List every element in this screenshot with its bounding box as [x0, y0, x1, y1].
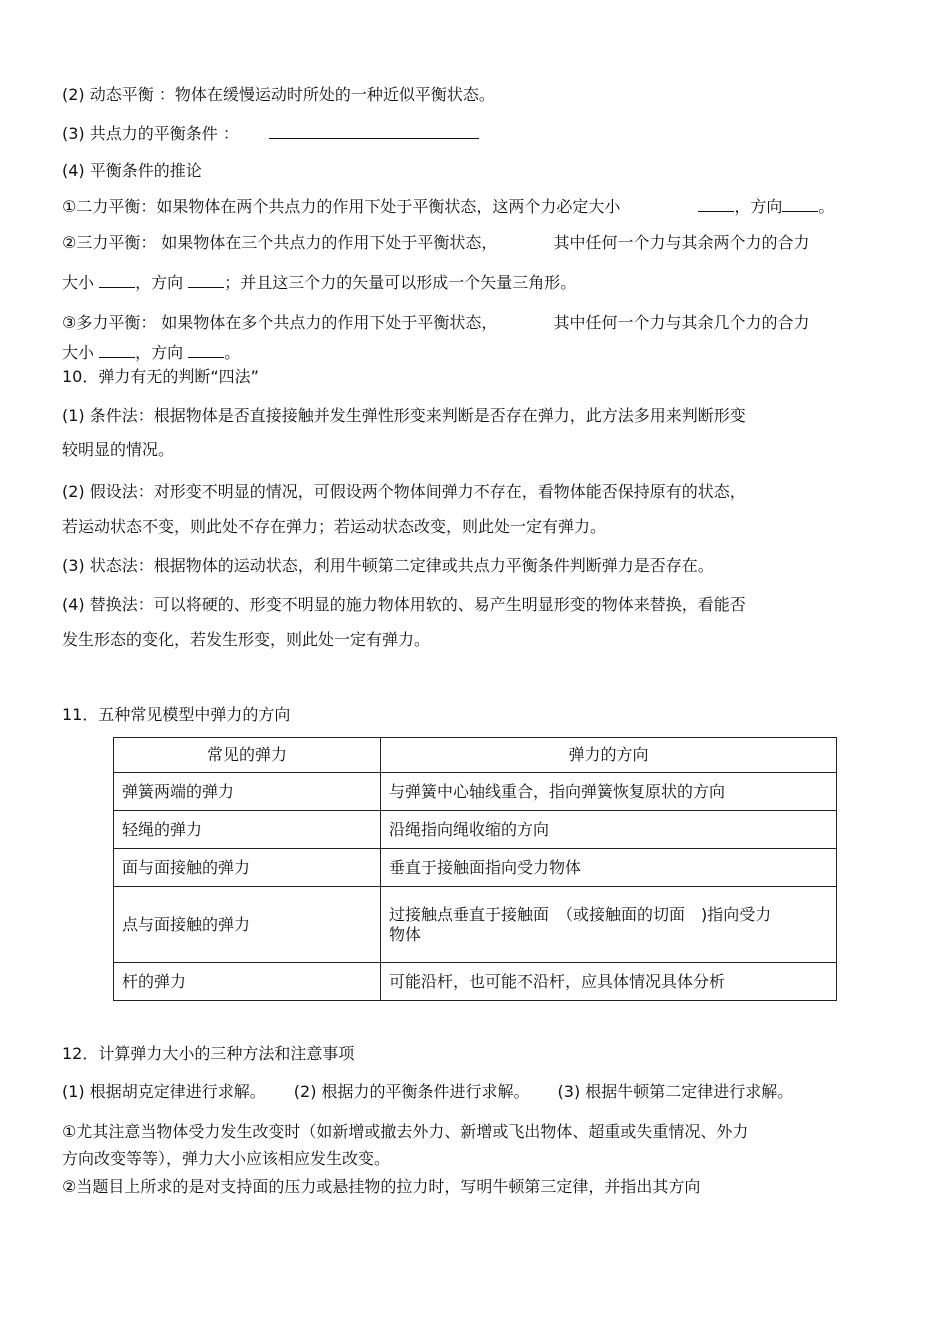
method-1: (1) 根据胡克定律进行求解。 — [62, 1082, 266, 1101]
table-cell-direction-line-2: 物体 — [389, 924, 422, 944]
para-three-force-balance — [62, 233, 809, 253]
para-assumption-method: (2) 假设法：对形变不明显的情况，可假设两个物体间弹力不存在，看物体能否保持原有的状态， — [62, 482, 746, 501]
answer-blank — [782, 196, 818, 212]
multi-force-end: 。 — [224, 343, 241, 362]
three-force-end: ；并且这三个力的矢量可以形成一个矢量三角形。 — [224, 273, 577, 292]
para-two-force-balance — [62, 196, 834, 217]
magnitude-text: 大小 — [62, 273, 95, 292]
para-equilibrium-condition — [62, 123, 479, 144]
para-replacement-method: (4) 替换法：可以将硬的、形变不明显的施力物体用软的、易产生明显形变的物体来替换，看能否 — [62, 595, 746, 614]
direction-text: ，方向 — [135, 343, 184, 362]
table-cell-type: 点与面接触的弹力 — [114, 887, 381, 963]
two-force-text: ①二力平衡：如果物体在两个共点力的作用下处于平衡状态，这两个力必定大小 — [62, 197, 621, 216]
three-force-text-2: 其中任何一个力与其余两个力的合力 — [553, 233, 810, 252]
table-cell-type: 面与面接触的弹力 — [114, 849, 381, 887]
para-multi-force-balance — [62, 313, 809, 333]
answer-blank — [99, 272, 135, 288]
table-cell-direction: 垂直于接触面指向受力物体 — [381, 849, 837, 887]
para-note-2: ②当题目上所求的是对支持面的压力或悬挂物的拉力时，写明牛顿第三定律，并指出其方向 — [62, 1177, 701, 1196]
table-cell-type: 弹簧两端的弹力 — [114, 773, 381, 811]
para-dynamic-equilibrium: (2) 动态平衡 ：物体在缓慢运动时所处的一种近似平衡状态。 — [62, 85, 495, 104]
para-note-1-cont: 方向改变等等），弹力大小应该相应发生改变。 — [62, 1149, 391, 1168]
para-note-1: ①尤其注意当物体受力发生改变时（如新增或撤去外力、新增或飞出物体、超重或失重情况、外力 — [62, 1122, 749, 1141]
table-cell-direction — [381, 887, 837, 963]
answer-blank — [269, 123, 479, 139]
section-heading-10: 10．弹力有无的判断“四法” — [62, 367, 259, 386]
answer-blank — [188, 272, 224, 288]
table-cell-type: 轻绳的弹力 — [114, 811, 381, 849]
section-heading-11: 11．五种常见模型中弹力的方向 — [62, 705, 291, 724]
para-state-method: (3) 状态法：根据物体的运动状态，利用牛顿第二定律或共点力平衡条件判断弹力是否存在。 — [62, 556, 714, 575]
table-header-direction: 弹力的方向 — [381, 738, 837, 773]
table-cell-type: 杆的弹力 — [114, 963, 381, 1001]
answer-blank — [698, 196, 734, 212]
table-cell-direction-line-1: 过接触点垂直于接触面 （或接触面的切面 )指向受力 — [389, 904, 772, 924]
answer-blank — [188, 342, 224, 358]
table-row — [114, 811, 837, 849]
table-cell-direction: 可能沿杆，也可能不沿杆，应具体情况具体分析 — [381, 963, 837, 1001]
two-force-direction-text: ，方向 — [734, 197, 783, 216]
para-condition-method-cont: 较明显的情况。 — [62, 440, 175, 459]
table-row — [114, 887, 837, 963]
para-assumption-method-cont: 若运动状态不变，则此处不存在弹力；若运动状态改变，则此处一定有弹力。 — [62, 517, 607, 536]
method-3: (3) 根据牛顿第二定律进行求解。 — [557, 1082, 794, 1101]
para-multi-force-balance-cont — [62, 342, 240, 363]
table-row — [114, 773, 837, 811]
table-row — [114, 849, 837, 887]
table-header-row — [114, 738, 837, 773]
direction-text: ，方向 — [135, 273, 184, 292]
para-replacement-method-cont: 发生形态的变化，若发生形变，则此处一定有弹力。 — [62, 630, 431, 649]
section-heading-12: 12．计算弹力大小的三种方法和注意事项 — [62, 1044, 355, 1063]
table-row — [114, 963, 837, 1001]
para-condition-method: (1) 条件法：根据物体是否直接接触并发生弹性形变来判断是否存在弹力，此方法多用来判断形变 — [62, 406, 746, 425]
table-header-type: 常见的弹力 — [114, 738, 381, 773]
two-force-end: 。 — [818, 197, 835, 216]
table-cell-direction: 与弹簧中心轴线重合，指向弹簧恢复原状的方向 — [381, 773, 837, 811]
answer-blank — [99, 342, 135, 358]
para-corollary-heading: (4) 平衡条件的推论 — [62, 161, 202, 180]
multi-force-text-2: 其中任何一个力与其余几个力的合力 — [553, 313, 810, 332]
para-three-force-balance-cont — [62, 272, 576, 293]
three-force-text: ②三力平衡： 如果物体在三个共点力的作用下处于平衡状态， — [62, 233, 498, 252]
para-three-methods — [62, 1082, 793, 1102]
multi-force-text: ③多力平衡： 如果物体在多个共点力的作用下处于平衡状态， — [62, 313, 498, 332]
elastic-force-direction-table — [113, 737, 837, 1001]
equilibrium-condition-label: (3) 共点力的平衡条件 ： — [62, 124, 239, 143]
method-2: (2) 根据力的平衡条件进行求解。 — [293, 1082, 530, 1101]
magnitude-text: 大小 — [62, 343, 95, 362]
table-cell-direction: 沿绳指向绳收缩的方向 — [381, 811, 837, 849]
